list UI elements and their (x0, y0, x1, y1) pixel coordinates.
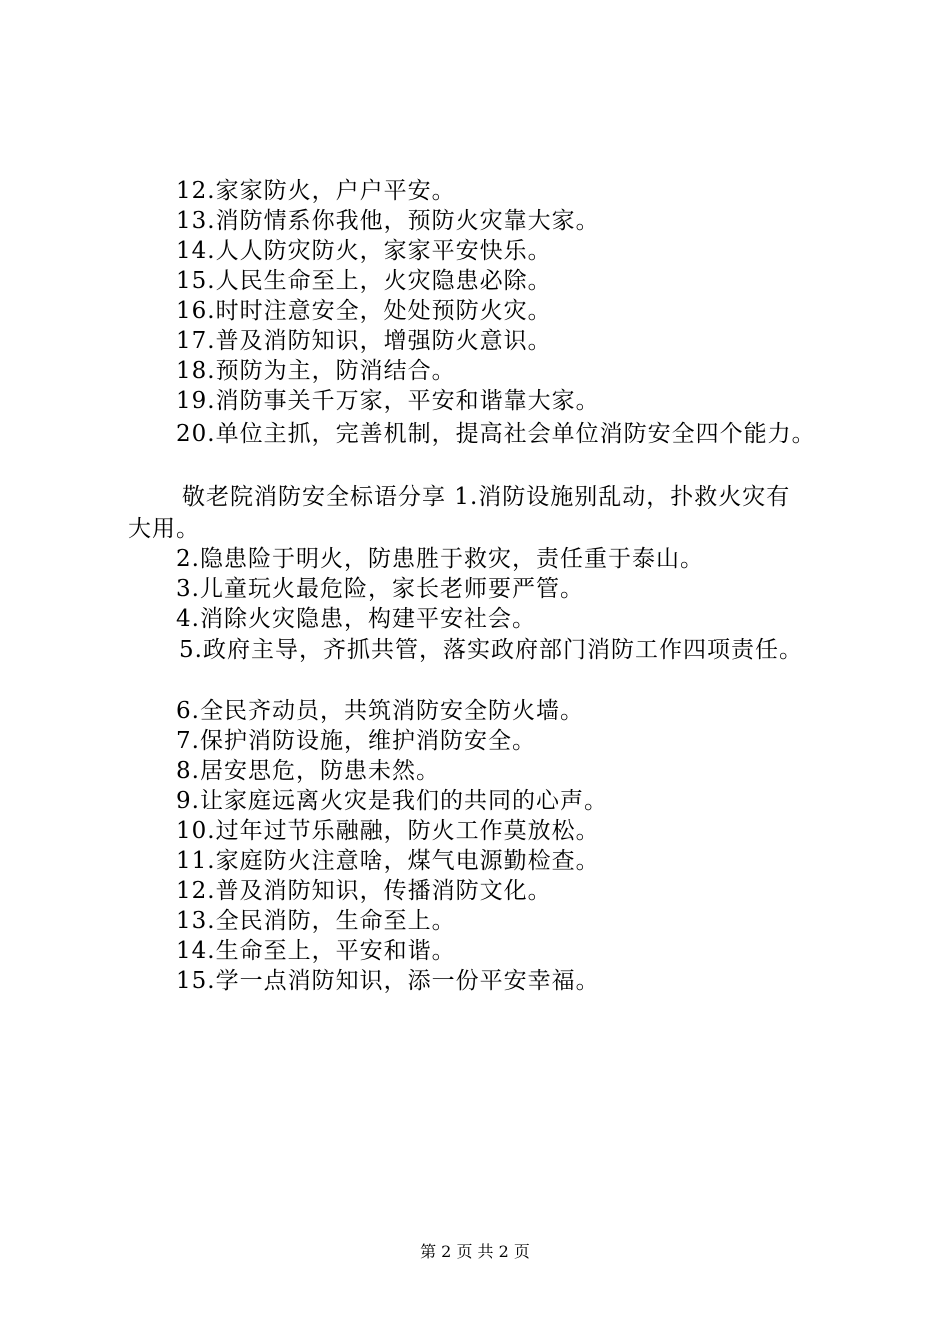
list-item: 12.普及消防知识，传播消防文化。 (176, 878, 552, 904)
list-item: 6.全民齐动员，共筑消防安全防火墙。 (176, 698, 584, 724)
list-item: 18.预防为主，防消结合。 (176, 358, 456, 384)
list-item: 16.时时注意安全，处处预防火灾。 (176, 298, 552, 324)
list-item: 17.普及消防知识，增强防火意识。 (176, 328, 552, 354)
list-item: 15.人民生命至上，火灾隐患必除。 (176, 268, 552, 294)
list-item: 3.儿童玩火最危险，家长老师要严管。 (176, 576, 584, 602)
section-heading-line-1: 敬老院消防安全标语分享 1.消防设施别乱动，扑救火灾有 (182, 484, 791, 510)
list-item: 12.家家防火，户户平安。 (176, 178, 456, 204)
list-item: 13.消防情系你我他，预防火灾靠大家。 (176, 208, 600, 234)
list-item: 7.保护消防设施，维护消防安全。 (176, 728, 536, 754)
list-item: 8.居安思危，防患未然。 (176, 758, 440, 784)
list-item: 19.消防事关千万家，平安和谐靠大家。 (176, 388, 600, 414)
list-item: 13.全民消防，生命至上。 (176, 908, 456, 934)
list-item: 2.隐患险于明火，防患胜于救灾，责任重于泰山。 (176, 546, 704, 572)
list-item: 15.学一点消防知识，添一份平安幸福。 (176, 968, 600, 994)
section-heading-line-2: 大用。 (128, 516, 200, 542)
list-item: 5.政府主导，齐抓共管，落实政府部门消防工作四项责任。 (179, 637, 803, 663)
list-item: 14.人人防灾防火，家家平安快乐。 (176, 238, 552, 264)
list-item: 9.让家庭远离火灾是我们的共同的心声。 (176, 788, 608, 814)
page-number-footer: 第 2 页 共 2 页 (420, 1242, 530, 1261)
list-item: 14.生命至上，平安和谐。 (176, 938, 456, 964)
list-item: 20.单位主抓，完善机制，提高社会单位消防安全四个能力。 (176, 421, 816, 447)
list-item: 4.消除火灾隐患，构建平安社会。 (176, 606, 536, 632)
list-item: 10.过年过节乐融融，防火工作莫放松。 (176, 818, 600, 844)
list-item: 11.家庭防火注意啥，煤气电源勤检查。 (176, 848, 600, 874)
